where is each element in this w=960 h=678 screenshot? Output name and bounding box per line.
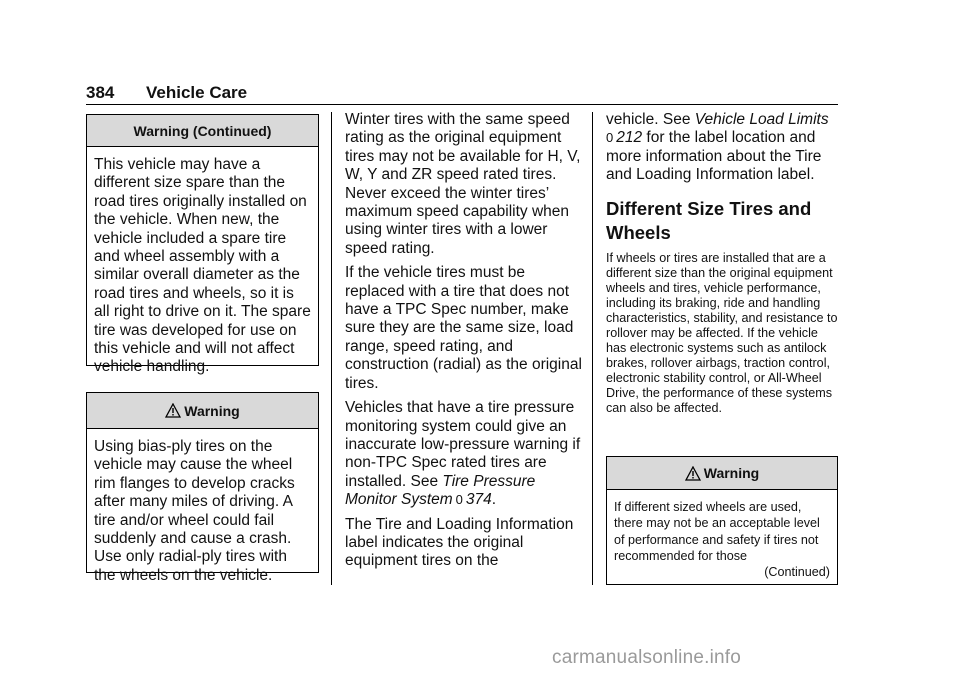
warning-box-header xyxy=(87,393,318,429)
page-number: 384 xyxy=(86,83,115,102)
continued-label: (Continued) xyxy=(764,565,830,580)
warning-box-body: If different sized wheels are used, there may not be an acceptable level of performance and safety if tires not recommended for those xyxy=(614,500,820,563)
paragraph-replacement-tires: If the vehicle tires must be replaced with a tire that does not have a TPC Spec number, make sure they are the same size, load range, speed rating, and construction (radial) as the original tires. xyxy=(345,264,582,392)
warning-box-body-wrap xyxy=(607,490,837,580)
page-ref-arrow-icon: 0 xyxy=(455,492,463,508)
warning-continued-box xyxy=(86,114,319,376)
page-ref-arrow-icon: 0 xyxy=(606,130,614,146)
column-divider-2 xyxy=(592,112,593,585)
paragraph-tire-label: The Tire and Loading Information label indicates the original equipment tires on the xyxy=(345,515,574,570)
warning-box-body: Using bias-ply tires on the vehicle may cause the wheel rim flanges to develop cracks after many miles of driving. A tire and/or wheel could fail suddenly and cause a crash. Use only radial-ply tires with the wheels on the vehicle. xyxy=(94,438,295,584)
paragraph-winter-tires: Winter tires with the same speed rating as the original equipment tires may not be available for H, V, W, Y and ZR speed rated tires. Never exceed the winter tires’ maximum speed capability when using winter tires with a lower speed rating. xyxy=(345,111,581,257)
warning-box-header xyxy=(607,457,837,490)
paragraph-tpms: Vehicles that have a tire pressure monitoring system could give an inaccurate low-pressure warning if non-TPC Spec rated tires are installed. See Tire Pressure Monitor System 0 374. xyxy=(345,399,581,509)
paragraph-load-limits: vehicle. See Vehicle Load Limits 0 212 for the label location and more information about the Tire and Loading Information label. xyxy=(606,111,829,184)
warning-triangle-icon xyxy=(685,466,701,481)
warning-box-title: Warning xyxy=(703,465,760,481)
section-heading: Different Size Tires and Wheels xyxy=(606,197,812,243)
tpms-link[interactable]: Tire Pressure Monitor System xyxy=(345,472,536,509)
different-size-paragraph-wrap xyxy=(606,251,840,416)
header-rule xyxy=(86,104,838,105)
paragraph-different-size: If wheels or tires are installed that are a different size than the original equipment wheels and tires, vehicle performance, including its braking, ride and handling characteristics, stability, and resistance to rollover may be affected. If the vehicle has electronic systems such as antilock brakes, rollover airbags, traction control, electronic stability control, or All-Wheel Drive, the performance of these systems can also be affected. xyxy=(606,250,838,415)
column-divider-1 xyxy=(331,112,332,585)
bias-ply-warning-box xyxy=(86,392,319,584)
warning-triangle-icon xyxy=(165,403,181,418)
warning-box-title: Warning (Continued) xyxy=(87,115,318,147)
warning-box-body: This vehicle may have a different size spare than the road tires originally installed on the vehicle. When new, the vehicle included a spare tire and wheel assembly with a similar overall diameter as the road tires and wheels, so it is all right to drive on it. The spare tire was developed for use on this vehicle and will not affect vehicle handling. xyxy=(94,156,311,376)
column-2 xyxy=(345,111,582,577)
different-size-warning-box xyxy=(606,456,838,585)
column-3 xyxy=(606,111,840,416)
page-header xyxy=(86,83,247,103)
tpms-page-ref[interactable]: 374 xyxy=(465,491,492,509)
section-title: Vehicle Care xyxy=(146,83,248,102)
warning-box-title: Warning xyxy=(184,402,240,419)
watermark: carmanualsonline.info xyxy=(552,647,742,668)
load-limits-link[interactable]: Vehicle Load Limits xyxy=(694,111,829,128)
load-limits-page-ref[interactable]: 212 xyxy=(616,129,643,147)
